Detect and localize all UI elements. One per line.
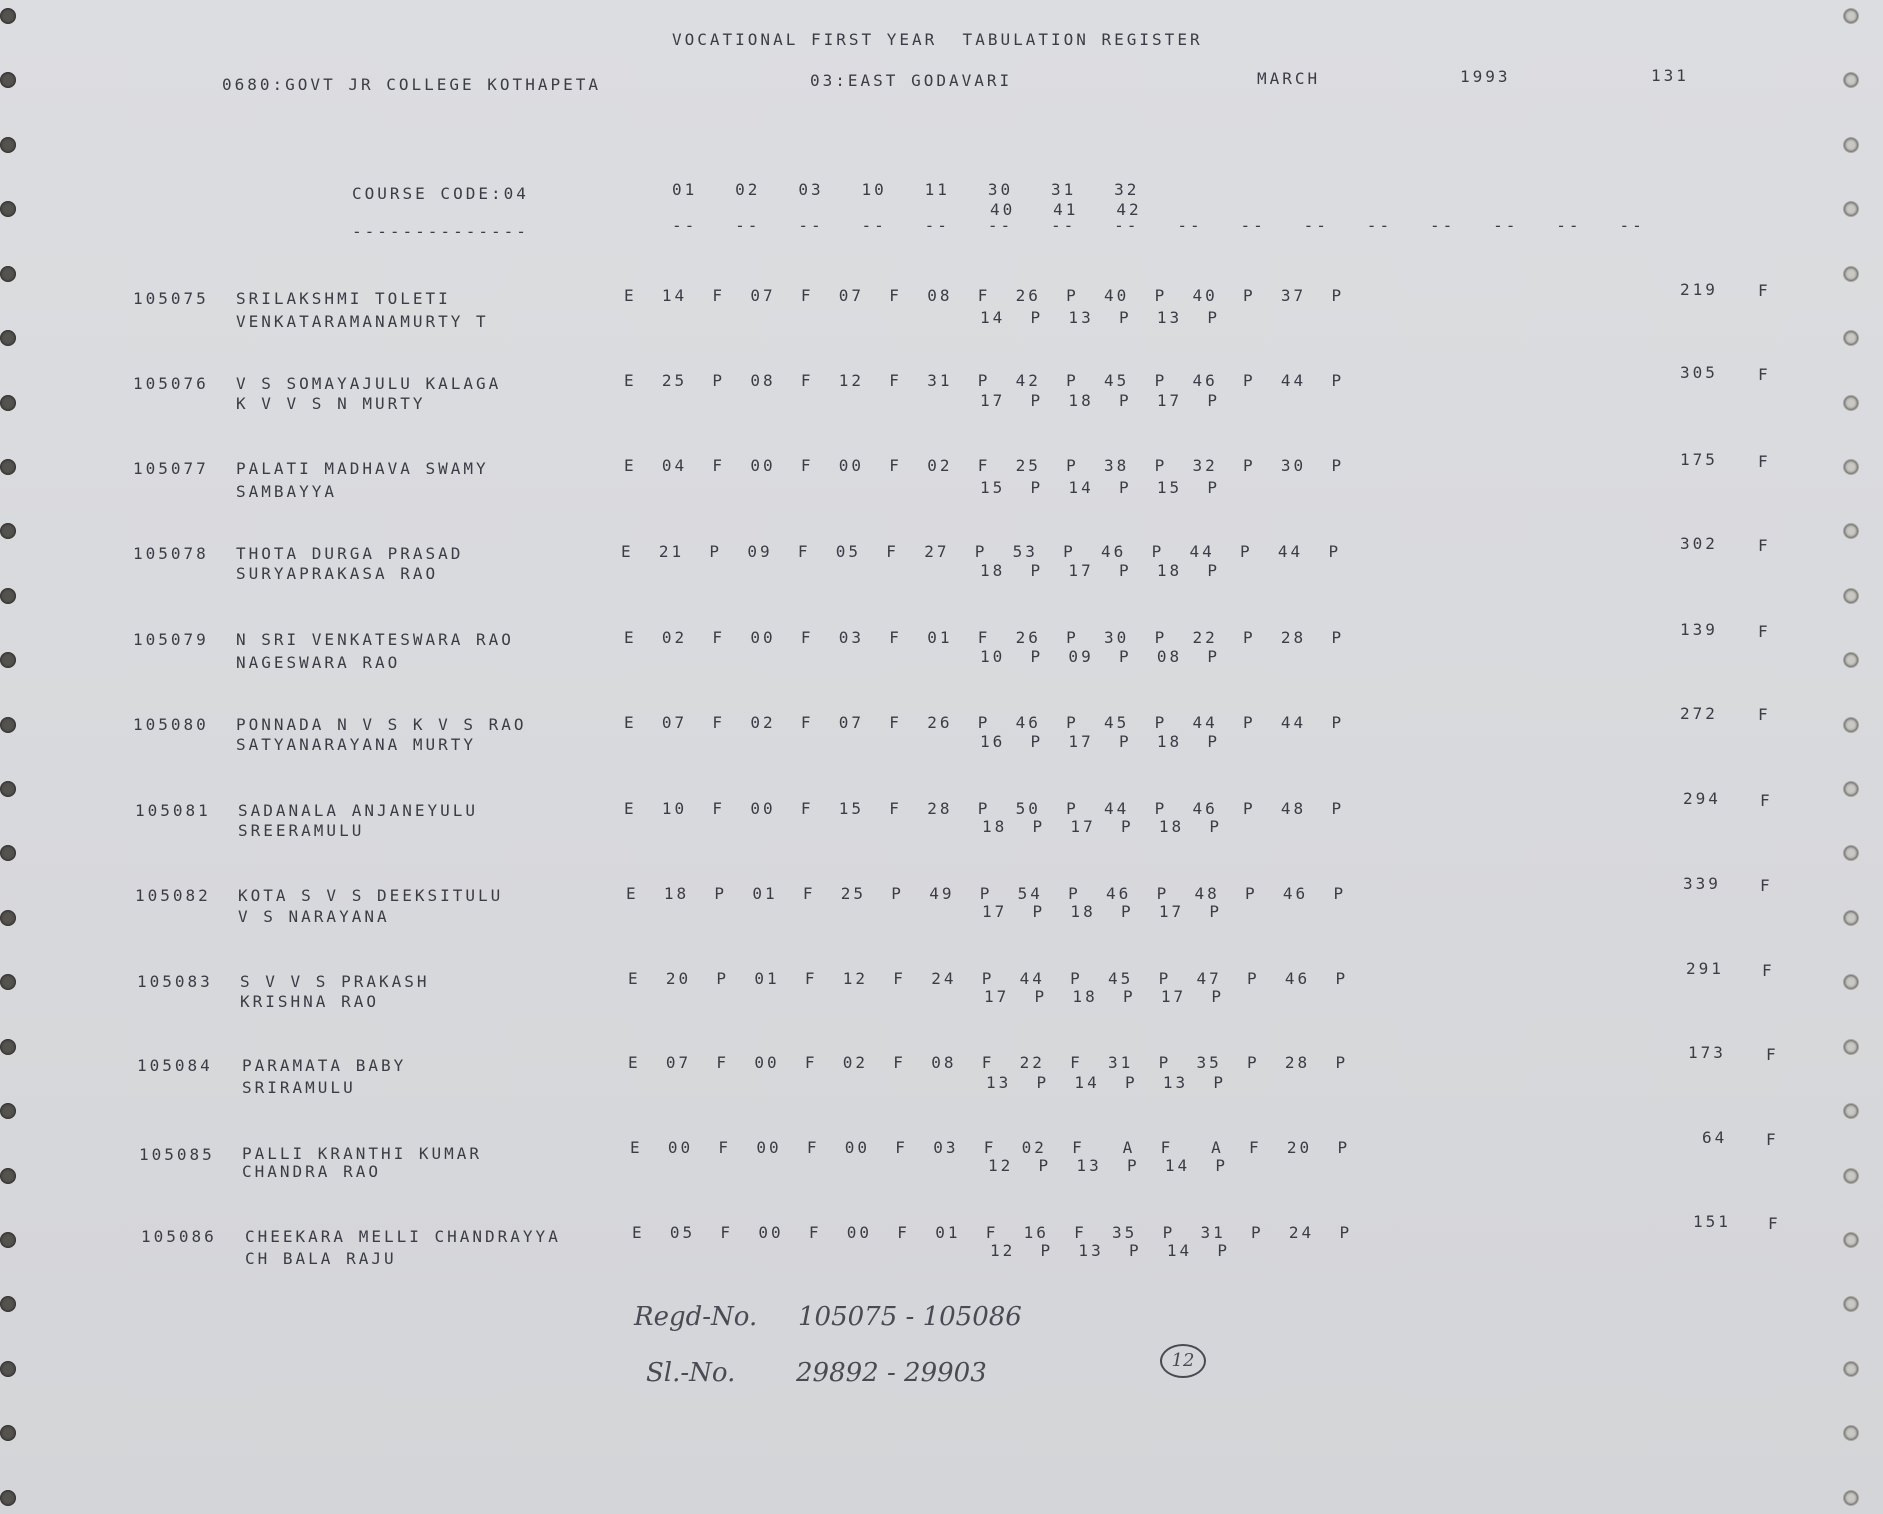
marks-line1: E 18 P 01 F 25 P 49 P 54 P 46 P 48 P 46 P xyxy=(626,884,1347,903)
total-marks: 173 xyxy=(1688,1043,1726,1062)
student-row xyxy=(0,534,1883,604)
result: F xyxy=(1758,622,1771,641)
marks-line2: 16 P 17 P 18 P xyxy=(980,732,1221,751)
feed-hole xyxy=(0,1490,16,1506)
college-name: 0680:GOVT JR COLLEGE KOTHAPETA xyxy=(222,75,601,94)
student-row xyxy=(0,959,1883,1033)
register-title: VOCATIONAL FIRST YEAR TABULATION REGISTER xyxy=(672,30,1203,49)
reg-number: 105084 xyxy=(137,1056,213,1075)
total-marks: 272 xyxy=(1680,704,1718,723)
father-name: SURYAPRAKASA RAO xyxy=(236,564,439,583)
result: F xyxy=(1766,1130,1779,1149)
marks-line1: E 00 F 00 F 00 F 03 F 02 F A F A F 20 P xyxy=(630,1138,1351,1157)
result: F xyxy=(1766,1045,1779,1064)
exam-month: MARCH xyxy=(1257,69,1321,88)
father-name: VENKATARAMANAMURTY T xyxy=(236,312,489,331)
reg-number: 105078 xyxy=(133,544,209,563)
feed-hole xyxy=(0,137,16,153)
total-marks: 305 xyxy=(1680,363,1718,382)
column-dashes: -- -- -- -- -- -- -- -- -- -- -- -- -- -- -- -- xyxy=(672,216,1645,235)
total-marks: 302 xyxy=(1680,534,1718,553)
marks-line2: 13 P 14 P 13 P xyxy=(986,1073,1227,1092)
result: F xyxy=(1758,536,1771,555)
father-name: SAMBAYYA xyxy=(236,482,338,501)
student-row xyxy=(0,280,1883,348)
student-row xyxy=(0,1043,1883,1117)
marks-line1: E 10 F 00 F 15 F 28 P 50 P 44 P 46 P 48 P xyxy=(624,799,1345,818)
father-name: NAGESWARA RAO xyxy=(236,653,401,672)
result: F xyxy=(1758,452,1771,471)
handwritten-circled-number: 12 xyxy=(1160,1344,1206,1378)
father-name: V S NARAYANA xyxy=(238,907,390,926)
total-marks: 339 xyxy=(1683,874,1721,893)
father-name: SRIRAMULU xyxy=(242,1078,356,1097)
reg-number: 105086 xyxy=(141,1227,217,1246)
feed-hole xyxy=(0,1296,16,1312)
feed-hole xyxy=(0,201,16,217)
total-marks: 139 xyxy=(1680,620,1718,639)
feed-hole xyxy=(0,781,16,797)
total-marks: 175 xyxy=(1680,450,1718,469)
feed-hole xyxy=(1843,137,1859,153)
feed-hole xyxy=(0,1361,16,1377)
feed-hole xyxy=(1843,781,1859,797)
course-code: COURSE CODE:04 xyxy=(352,184,529,203)
student-name: SADANALA ANJANEYULU xyxy=(238,801,479,820)
reg-number: 105075 xyxy=(133,289,209,308)
student-name: PARAMATA BABY xyxy=(242,1056,407,1075)
student-row xyxy=(0,874,1883,946)
page-number: 131 xyxy=(1651,66,1689,85)
father-name: SREERAMULU xyxy=(238,821,365,840)
marks-line1: E 05 F 00 F 00 F 01 F 16 F 35 P 31 P 24 P xyxy=(632,1223,1353,1242)
reg-number: 105081 xyxy=(135,801,211,820)
reg-number: 105083 xyxy=(137,972,213,991)
marks-line1: E 21 P 09 F 05 F 27 P 53 P 46 P 44 P 44 P xyxy=(621,542,1342,561)
father-name: SATYANARAYANA MURTY xyxy=(236,735,477,754)
student-name: KOTA S V S DEEKSITULU xyxy=(238,886,504,905)
feed-hole xyxy=(1843,72,1859,88)
handwritten-reg-range: 105075 - 105086 xyxy=(798,1302,1022,1332)
student-row xyxy=(0,450,1883,518)
marks-line2: 12 P 13 P 14 P xyxy=(990,1241,1231,1260)
reg-number: 105077 xyxy=(133,459,209,478)
student-name: S V V S PRAKASH xyxy=(240,972,430,991)
reg-number: 105076 xyxy=(133,374,209,393)
handwritten-sl-label: Sl.-No. xyxy=(646,1358,736,1388)
student-name: PALATI MADHAVA SWAMY xyxy=(236,459,489,478)
district-name: 03:EAST GODAVARI xyxy=(810,71,1013,90)
student-name: THOTA DURGA PRASAD xyxy=(236,544,464,563)
feed-hole xyxy=(1843,8,1859,24)
result: F xyxy=(1760,791,1773,810)
marks-line1: E 07 F 02 F 07 F 26 P 46 P 45 P 44 P 44 P xyxy=(624,713,1345,732)
feed-hole xyxy=(0,266,16,282)
marks-line2: 10 P 09 P 08 P xyxy=(980,647,1221,666)
marks-line2: 17 P 18 P 17 P xyxy=(982,902,1223,921)
reg-number: 105085 xyxy=(139,1145,215,1164)
total-marks: 294 xyxy=(1683,789,1721,808)
handwritten-reg-label: Regd-No. xyxy=(634,1302,758,1332)
feed-hole xyxy=(1843,1425,1859,1441)
total-marks: 291 xyxy=(1686,959,1724,978)
student-name: V S SOMAYAJULU KALAGA xyxy=(236,374,502,393)
marks-line2: 15 P 14 P 15 P xyxy=(980,478,1221,497)
result: F xyxy=(1758,365,1771,384)
feed-hole xyxy=(1843,266,1859,282)
feed-hole xyxy=(1843,1039,1859,1055)
feed-hole xyxy=(0,8,16,24)
student-row xyxy=(0,1128,1883,1206)
result: F xyxy=(1758,281,1771,300)
marks-line2: 18 P 17 P 18 P xyxy=(980,561,1221,580)
subject-codes-row2: 40 41 42 xyxy=(990,200,1142,219)
feed-hole xyxy=(1843,1490,1859,1506)
reg-number: 105079 xyxy=(133,630,209,649)
feed-hole xyxy=(1843,523,1859,539)
marks-line1: E 20 P 01 F 12 F 24 P 44 P 45 P 47 P 46 P xyxy=(628,969,1349,988)
marks-line1: E 07 F 00 F 02 F 08 F 22 F 31 P 35 P 28 P xyxy=(628,1053,1349,1072)
student-row xyxy=(0,620,1883,690)
feed-hole xyxy=(1843,201,1859,217)
father-name: KRISHNA RAO xyxy=(240,992,379,1011)
student-row xyxy=(0,704,1883,775)
father-name: CHANDRA RAO xyxy=(242,1162,381,1181)
marks-line1: E 25 P 08 F 12 F 31 P 42 P 45 P 46 P 44 P xyxy=(624,371,1345,390)
marks-line1: E 02 F 00 F 03 F 01 F 26 P 30 P 22 P 28 P xyxy=(624,628,1345,647)
feed-hole xyxy=(0,1039,16,1055)
handwritten-sl-range: 29892 - 29903 xyxy=(796,1358,987,1388)
reg-number: 105082 xyxy=(135,886,211,905)
marks-line2: 14 P 13 P 13 P xyxy=(980,308,1221,327)
marks-line2: 17 P 18 P 17 P xyxy=(980,391,1221,410)
student-name: PALLI KRANTHI KUMAR xyxy=(242,1144,483,1163)
student-row xyxy=(0,363,1883,433)
student-name: SRILAKSHMI TOLETI xyxy=(236,289,451,308)
subject-codes-row1: 01 02 03 10 11 30 31 32 xyxy=(672,180,1140,199)
marks-line2: 18 P 17 P 18 P xyxy=(982,817,1223,836)
marks-line1: E 04 F 00 F 00 F 02 F 25 P 38 P 32 P 30 P xyxy=(624,456,1345,475)
result: F xyxy=(1762,961,1775,980)
result: F xyxy=(1768,1214,1781,1233)
reg-number: 105080 xyxy=(133,715,209,734)
result: F xyxy=(1760,876,1773,895)
student-name: CHEEKARA MELLI CHANDRAYYA xyxy=(245,1227,561,1246)
feed-hole xyxy=(1843,1296,1859,1312)
feed-hole xyxy=(0,1425,16,1441)
father-name: CH BALA RAJU xyxy=(245,1249,397,1268)
total-marks: 151 xyxy=(1693,1212,1731,1231)
total-marks: 219 xyxy=(1680,280,1718,299)
student-row xyxy=(0,789,1883,861)
marks-line2: 17 P 18 P 17 P xyxy=(984,987,1225,1006)
student-row xyxy=(0,1212,1883,1289)
result: F xyxy=(1758,705,1771,724)
feed-hole xyxy=(0,72,16,88)
feed-hole xyxy=(0,523,16,539)
marks-line2: 12 P 13 P 14 P xyxy=(988,1156,1229,1175)
father-name: K V V S N MURTY xyxy=(236,394,426,413)
student-name: PONNADA N V S K V S RAO xyxy=(236,715,527,734)
marks-line1: E 14 F 07 F 07 F 08 F 26 P 40 P 40 P 37 P xyxy=(624,286,1345,305)
exam-year: 1993 xyxy=(1460,67,1511,86)
course-code-underline: -------------- xyxy=(352,222,529,241)
student-name: N SRI VENKATESWARA RAO xyxy=(236,630,514,649)
total-marks: 64 xyxy=(1702,1128,1728,1147)
feed-hole xyxy=(1843,1361,1859,1377)
